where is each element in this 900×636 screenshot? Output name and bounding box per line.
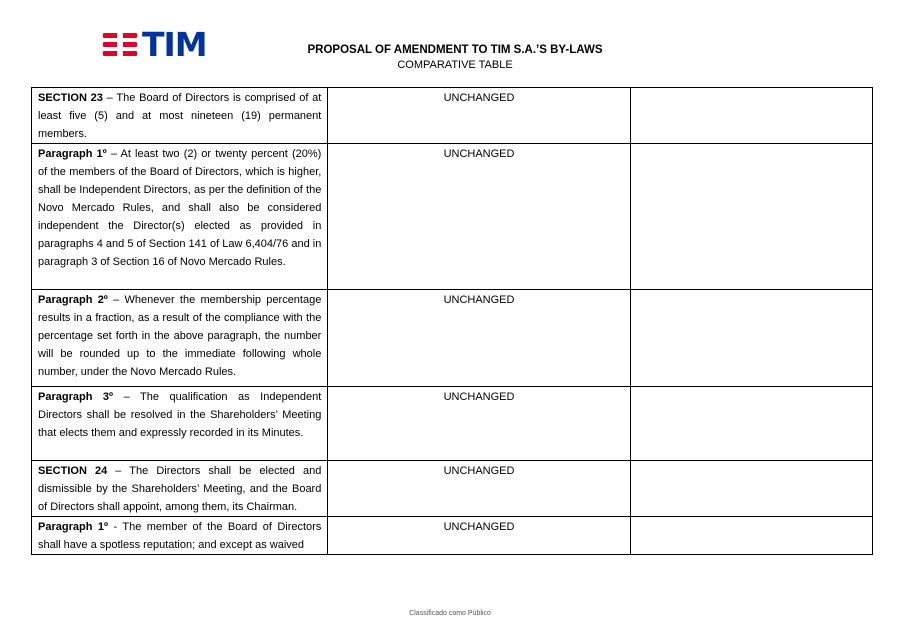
clause-label: Paragraph 3º bbox=[38, 391, 114, 403]
clause-text: – The Board of Directors is comprised of at least five (5) and at most nineteen (19) permanent members. bbox=[38, 92, 322, 140]
logo-text: TIM bbox=[142, 25, 207, 64]
document-subtitle: COMPARATIVE TABLE bbox=[397, 59, 513, 71]
current-text-cell bbox=[32, 461, 328, 517]
justification-cell bbox=[630, 290, 872, 387]
table-row bbox=[32, 290, 873, 387]
document-title: PROPOSAL OF AMENDMENT TO TIM S.A.’S BY-LAWS bbox=[307, 44, 603, 56]
proposed-text-cell: UNCHANGED bbox=[328, 144, 630, 290]
proposed-text-cell: UNCHANGED bbox=[328, 387, 630, 461]
clause-label: SECTION 24 bbox=[38, 465, 108, 477]
current-text-cell bbox=[32, 387, 328, 461]
proposed-text-cell: UNCHANGED bbox=[328, 461, 630, 517]
justification-cell bbox=[630, 461, 872, 517]
table-row bbox=[32, 88, 873, 144]
clause-text: – The Directors shall be elected and dismissible by the Shareholders’ Meeting, and the Board of Directors shall appoint, among them, its Chairman. bbox=[38, 465, 322, 513]
table-row bbox=[32, 517, 873, 555]
current-text-cell bbox=[32, 144, 328, 290]
current-text-cell bbox=[32, 517, 328, 555]
clause-text: – At least two (2) or twenty percent (20%) of the members of the Board of Directors, which is higher, shall be Independent Directors, as per the definition of the Novo Mercado Rules, and shall also be considered independent the Director(s) elected as provided in paragraphs 4 and 5 of Section 141 of Law 6,404/76 and in paragraph 3 of Section 16 of Novo Mercado Rules. bbox=[38, 148, 322, 268]
clause-label: Paragraph 1º bbox=[38, 148, 107, 160]
justification-cell bbox=[630, 517, 872, 555]
proposed-text-cell: UNCHANGED bbox=[328, 517, 630, 555]
proposed-text-cell: UNCHANGED bbox=[328, 88, 630, 144]
clause-label: Paragraph 2º bbox=[38, 294, 108, 306]
justification-cell bbox=[630, 144, 872, 290]
clause-text: – Whenever the membership percentage results in a fraction, as a result of the compliance with the percentage set forth in the above paragraph, the number will be rounded up to the immediate following whole number, under the Novo Mercado Rules. bbox=[38, 294, 322, 378]
clause-text: - The member of the Board of Directors shall have a spotless reputation; and except as waived bbox=[38, 521, 322, 551]
tim-logo-mark-icon bbox=[103, 30, 137, 60]
classification-footer: Classificado como Público bbox=[409, 610, 491, 617]
clause-label: SECTION 23 bbox=[38, 92, 103, 104]
document-header bbox=[250, 43, 660, 72]
table-row bbox=[32, 387, 873, 461]
table-row bbox=[32, 144, 873, 290]
justification-cell bbox=[630, 387, 872, 461]
current-text-cell bbox=[32, 88, 328, 144]
table-row bbox=[32, 461, 873, 517]
tim-logo bbox=[103, 25, 207, 64]
clause-text: – The qualification as Independent Directors shall be resolved in the Shareholders’ Meeting that elects them and expressly recorded in its Minutes. bbox=[38, 391, 322, 439]
current-text-cell bbox=[32, 290, 328, 387]
proposed-text-cell: UNCHANGED bbox=[328, 290, 630, 387]
clause-label: Paragraph 1º bbox=[38, 521, 108, 533]
justification-cell bbox=[630, 88, 872, 144]
comparative-table bbox=[31, 87, 873, 555]
